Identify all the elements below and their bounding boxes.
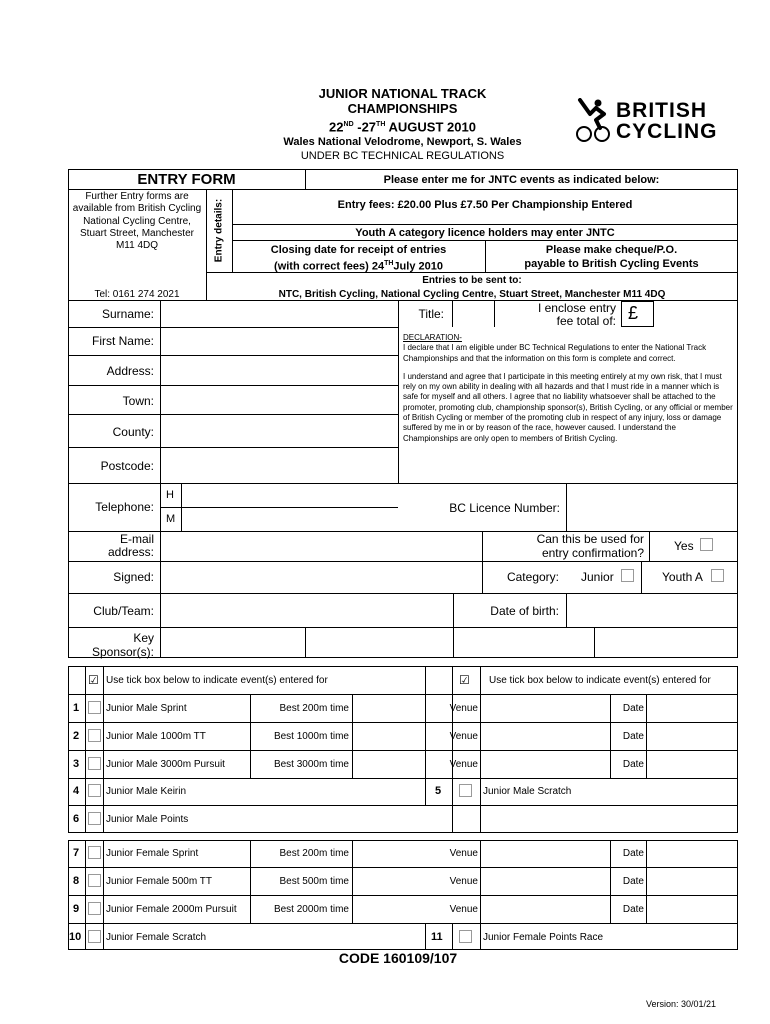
date-s2: TH [376,121,386,128]
enclose-line2: fee total of: [556,314,616,328]
youth-a-label: Youth A [662,570,703,584]
email-label [68,533,154,559]
event-number: 7 [73,847,80,859]
best-time-label: Best 200m time [279,703,349,714]
event-checkbox[interactable] [88,846,101,859]
event-checkbox[interactable] [88,902,101,915]
tel-mobile-input[interactable] [182,508,397,531]
closing-date-text [232,243,485,274]
logo-text-british: BRITISH [616,99,707,122]
event-checkbox[interactable] [88,784,101,797]
event-number: 9 [73,903,80,915]
date-mid: -27 [353,119,377,135]
date-label: Date [622,731,644,742]
best-time-label: Best 500m time [279,876,349,887]
event-checkbox[interactable] [88,757,101,770]
date-label: Date [622,759,644,770]
signed-label: Signed: [113,570,154,584]
date-label: Date [622,904,644,915]
venue-label: Venue [449,703,478,714]
closing-sup: TH [384,260,394,267]
declaration-para1: I declare that I am eligible under BC Technical Regulations to enter the National Track Championships and that the information on this form is complete and correct. [403,343,707,363]
declaration-para2: I understand and agree that I participate in this meeting entirely at my own risk, that I must rely on my own ability in dealing with all hazards and that I must ride in a manner which is safe for myself and all others. I agree that no liability whatsoever shall be attached to the promoter, promoting club, championship sponsor(s), British Cycling, or any official or member of British Cycling or member of the promoting club in respect of any injury, loss or damage suffered by me in or by reason of the race, however caused. I understand the Championships are only open to members of British Cycling. [403,371,733,443]
title-line2: CHAMPIONSHIPS [347,101,458,116]
event-checkbox[interactable] [88,930,101,943]
category-label: Category: [506,570,559,584]
best-time-label: Best 2000m time [273,904,349,915]
key-line1: Key [133,631,154,645]
event-number: 5 [435,785,442,797]
email-line1: E-mail [119,532,154,546]
event-number: 4 [73,785,80,797]
key-sponsors-label [68,631,154,659]
event-number: 2 [73,730,80,742]
sponsor-input-3[interactable] [454,628,594,658]
version-text: Version: 30/01/21 [645,999,716,1009]
event-name: Junior Female Points Race [483,932,604,943]
event-number: 8 [73,875,80,887]
event-checkbox[interactable] [88,729,101,742]
sponsor-input-2[interactable] [306,628,453,658]
cheque-line2: payable to British Cycling Events [524,258,699,270]
event-checkbox[interactable] [459,784,472,797]
venue-line: Wales National Velodrome, Newport, S. Wales [283,136,522,149]
postcode-input[interactable] [161,448,397,483]
entry-form-heading: ENTRY FORM [137,171,236,188]
event-number: 11 [431,931,443,943]
tel-home-input[interactable] [182,484,397,507]
closing-line1: Closing date for receipt of entries [270,244,447,256]
further-info-text: Further Entry forms are available from British Cycling National Cycling Centre, Stuart Street, Manchester M11 4DQ [72,191,202,252]
best-time-label: Best 3000m time [273,759,349,770]
signature-input[interactable] [161,562,481,593]
address-input[interactable] [161,356,397,385]
tel-home-label: H [166,489,174,501]
tick-icon-right: ☑ [459,673,470,687]
email-input[interactable] [161,532,481,561]
sent-to-line2: NTC, British Cycling, National Cycling Centre, Stuart Street, Manchester M11 4DQ [278,289,666,300]
regs-line: UNDER BC TECHNICAL REGULATIONS [300,150,505,163]
closing-line2b: July 2010 [393,260,443,273]
surname-input[interactable] [161,301,397,327]
title-line1: JUNIOR NATIONAL TRACK [318,86,487,101]
event-checkbox[interactable] [88,874,101,887]
telephone-info: Tel: 0161 274 2021 [94,289,180,300]
sent-to-text [206,274,738,302]
date-label: Date [622,703,644,714]
confirm-yes-checkbox[interactable] [700,538,713,551]
date-tail: AUGUST 2010 [385,119,476,135]
town-input[interactable] [161,386,397,414]
date-d1: 22 [329,119,344,135]
please-enter-text: Please enter me for JNTC events as indicated below: [383,174,660,186]
telephone-label: Telephone: [95,500,154,514]
youth-a-checkbox[interactable] [711,569,724,582]
confirm-line2: entry confirmation? [541,546,644,560]
tick-instructions-left: Use tick box below to indicate event(s) entered for [106,675,328,686]
pound-symbol: £ [628,303,639,323]
address-label: Address: [106,364,154,378]
youth-a-notice: Youth A category licence holders may enter JNTC [355,227,615,239]
event-number: 6 [73,813,80,825]
sponsor-input-4[interactable] [595,628,737,658]
venue-label: Venue [449,848,478,859]
event-name: Junior Female 2000m Pursuit [106,904,237,915]
venue-label: Venue [449,759,478,770]
title-input[interactable] [453,301,493,327]
event-name: Junior Male Sprint [106,703,187,714]
junior-label: Junior [581,570,614,584]
county-label: County: [112,425,154,439]
best-time-label: Best 200m time [279,848,349,859]
venue-label: Venue [449,731,478,742]
date-s1: ND [343,121,354,128]
yes-label: Yes [674,539,694,553]
surname-label: Surname: [101,307,154,321]
entry-confirm-label [484,532,644,560]
event-number: 1 [73,702,80,714]
title-block [200,86,605,163]
venue-label: Venue [449,876,478,887]
event-name: Junior Male Keirin [106,786,187,797]
event-dates [200,116,605,135]
county-input[interactable] [161,415,397,447]
sent-to-line1: Entries to be sent to: [422,275,522,286]
first-name-input[interactable] [161,328,397,355]
event-name: Junior Female Sprint [106,848,199,859]
event-checkbox[interactable] [88,812,101,825]
club-label: Club/Team: [93,604,154,618]
event-name: Junior Male 1000m TT [106,731,206,742]
event-number: 3 [73,758,80,770]
postcode-label: Postcode: [100,459,154,473]
entry-fees-text: Entry fees: £20.00 Plus £7.50 Per Championship Entered [337,199,633,211]
declaration-heading: DECLARATION- [403,333,462,342]
enclose-fee-label [496,302,616,328]
club-input[interactable] [161,594,453,627]
junior-checkbox[interactable] [621,569,634,582]
key-line2: Sponsor(s): [91,645,154,659]
tick-icon-left: ☑ [88,673,99,687]
logo-text-cycling: CYCLING [616,120,718,143]
first-name-label: First Name: [91,334,154,348]
closing-line2a: (with correct fees) 24 [274,260,385,273]
bc-licence-input[interactable] [567,484,737,531]
tick-instructions-right: Use tick box below to indicate event(s) entered for [489,675,711,686]
entry-details-label: Entry details: [213,198,225,263]
date-label: Date [622,876,644,887]
cyclist-icon [574,98,614,144]
tel-mobile-label: M [166,513,176,525]
email-line2: address: [107,545,154,559]
event-number: 10 [69,931,82,943]
event-name: Junior Male 3000m Pursuit [106,759,225,770]
bc-licence-label: BC Licence Number: [449,501,560,515]
declaration-block [403,333,733,444]
best-time-label: Best 1000m time [273,731,349,742]
british-cycling-logo [574,98,734,144]
cheque-line1: Please make cheque/P.O. [545,244,678,256]
cheque-text [485,243,738,271]
date-label: Date [622,848,644,859]
event-checkbox[interactable] [459,930,472,943]
sponsor-input-1[interactable] [161,628,305,658]
dob-input[interactable] [567,594,737,627]
title-label: Title: [418,307,444,321]
event-name: Junior Female 500m TT [106,876,212,887]
dob-label: Date of birth: [490,604,559,618]
venue-label: Venue [449,904,478,915]
event-name: Junior Female Scratch [106,932,207,943]
event-checkbox[interactable] [88,701,101,714]
event-name: Junior Male Points [106,814,189,825]
form-code: CODE 160109/107 [338,950,458,966]
enclose-line1: I enclose entry [537,301,616,315]
event-name: Junior Male Scratch [483,786,572,797]
town-label: Town: [122,394,154,408]
confirm-line1: Can this be used for [536,532,644,546]
